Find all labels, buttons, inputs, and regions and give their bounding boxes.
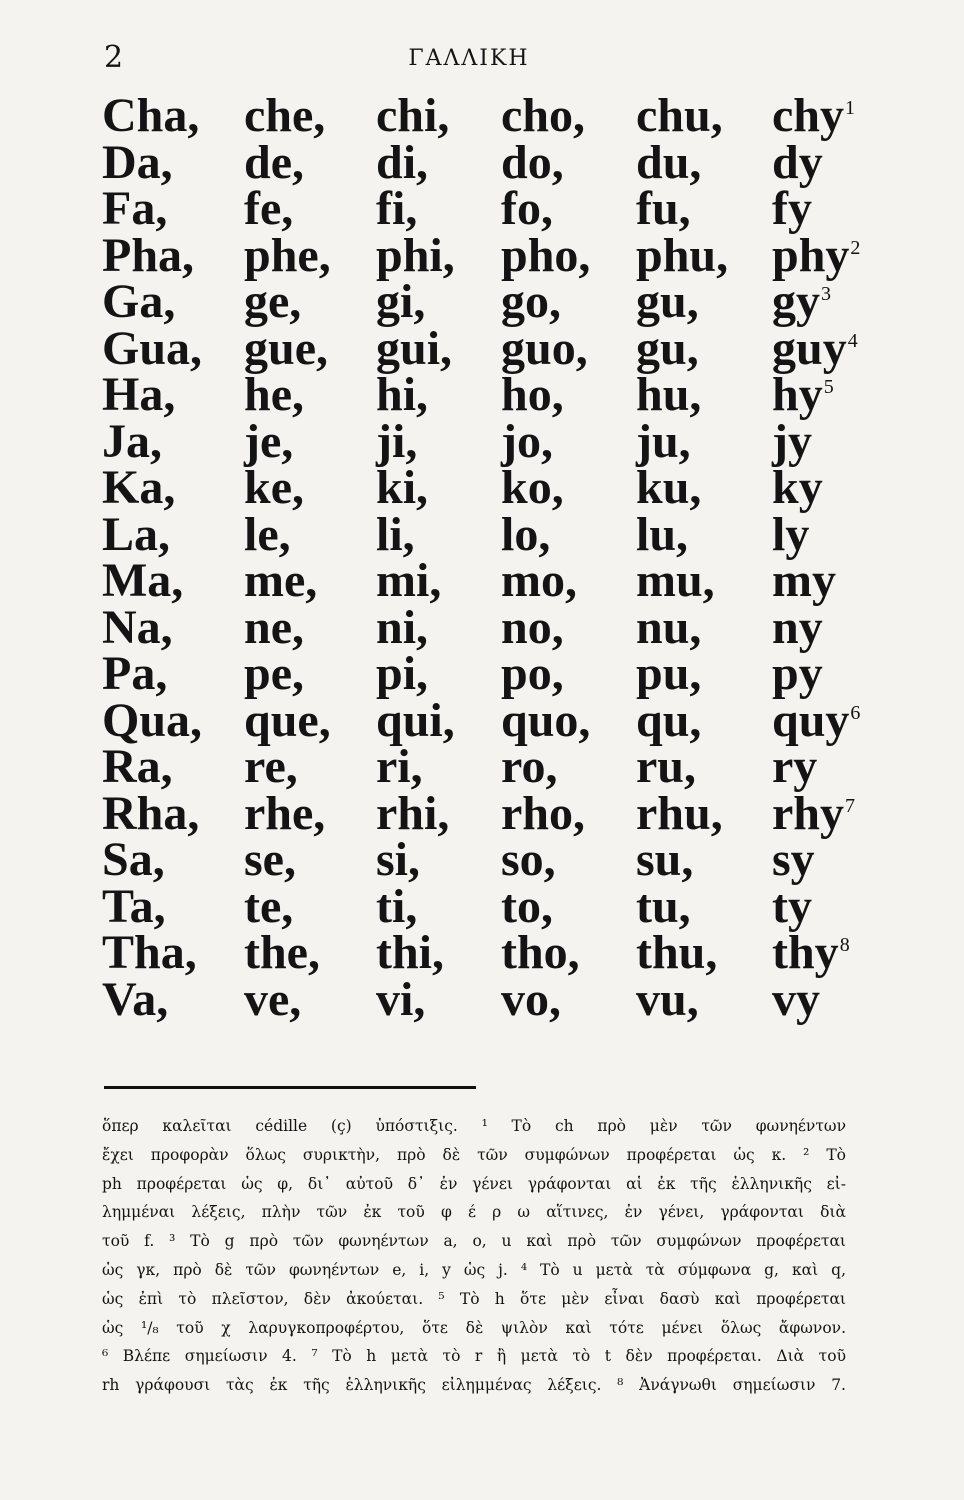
syllable-text: di, [376, 135, 429, 189]
syllable-text: chi, [376, 89, 450, 143]
syllable-text: La, [102, 507, 171, 561]
syllable-text: phe, [244, 228, 331, 282]
syllable-text: lu, [636, 507, 689, 561]
syllable-text: ke, [244, 461, 304, 515]
syllable [102, 786, 244, 840]
syllable-text: du, [636, 135, 702, 189]
footnote-marker: 7 [845, 794, 855, 817]
syllable [772, 321, 858, 375]
syllable-text: sy [772, 833, 815, 887]
syllable-text: qui, [376, 693, 455, 747]
syllable [501, 740, 636, 794]
footnote-line: τοῦ f. ³ Τὸ g πρὸ τῶν φωνηέντων a, o, u καὶ πρὸ τῶν συμφώνων προφέρεται [102, 1232, 846, 1251]
syllable [376, 507, 501, 561]
syllable [102, 600, 244, 654]
syllable-text: gue, [244, 321, 328, 375]
syllable [636, 507, 772, 561]
syllable [376, 321, 501, 375]
syllable [636, 461, 772, 515]
syllable-row [102, 275, 842, 329]
syllable-text: de, [244, 135, 304, 189]
syllable [636, 228, 772, 282]
syllable [244, 740, 376, 794]
syllable-text: si, [376, 833, 421, 887]
syllable [501, 833, 636, 887]
syllable [772, 554, 842, 608]
syllable-text: jo, [501, 414, 553, 468]
syllable-text: vy [772, 972, 820, 1026]
syllable [102, 647, 244, 701]
syllable-text: Fa, [102, 182, 168, 236]
syllable-text: Rha, [102, 786, 200, 840]
syllable [376, 228, 501, 282]
syllable-text: ru, [636, 740, 696, 794]
syllable [102, 554, 244, 608]
syllable [102, 926, 244, 980]
syllable [772, 461, 842, 515]
syllable [772, 507, 842, 561]
syllable-text: ku, [636, 461, 702, 515]
syllable [501, 461, 636, 515]
syllable-text: pho, [501, 228, 591, 282]
syllable [772, 368, 842, 422]
syllable-row [102, 554, 842, 608]
syllable-text: no, [501, 600, 564, 654]
syllable-row [102, 972, 842, 1026]
syllable [636, 368, 772, 422]
syllable-text: my [772, 554, 836, 608]
syllable-text: pe, [244, 647, 304, 701]
syllable-text: je, [244, 414, 294, 468]
syllable-table [102, 89, 861, 1026]
syllable-text: fy [772, 182, 812, 236]
syllable [376, 554, 501, 608]
syllable [501, 879, 636, 933]
syllable-row [102, 228, 861, 282]
syllable-text: te, [244, 879, 294, 933]
syllable-text: tho, [501, 926, 580, 980]
syllable [501, 228, 636, 282]
syllable [636, 600, 772, 654]
syllable-row [102, 182, 842, 236]
syllable [501, 89, 636, 143]
syllable [501, 554, 636, 608]
footnote-marker: 1 [845, 97, 855, 120]
syllable-row [102, 693, 861, 747]
syllable-text: ti, [376, 879, 418, 933]
syllable [772, 972, 842, 1026]
syllable-text: ny [772, 600, 823, 654]
syllable-text: Ga, [102, 275, 176, 329]
syllable [244, 135, 376, 189]
syllable [772, 89, 855, 143]
syllable [636, 972, 772, 1026]
footnote-marker: 5 [823, 376, 834, 399]
syllable-text: gui, [376, 321, 453, 375]
syllable-text: gy [772, 275, 820, 329]
syllable-text: Gua, [102, 321, 203, 375]
syllable-text: Da, [102, 135, 173, 189]
syllable-text: phy [772, 228, 850, 282]
syllable [636, 740, 772, 794]
syllable-text: mi, [376, 554, 442, 608]
syllable [636, 275, 772, 329]
syllable-text: chu, [636, 89, 723, 143]
syllable-text: ry [772, 740, 818, 794]
footnote-marker: 2 [850, 236, 861, 259]
syllable-text: the, [244, 926, 320, 980]
syllable-row [102, 414, 842, 468]
syllable [244, 461, 376, 515]
syllable [244, 926, 376, 980]
syllable [376, 368, 501, 422]
syllable-text: mo, [501, 554, 577, 608]
syllable [244, 647, 376, 701]
syllable [376, 182, 501, 236]
syllable-row [102, 833, 842, 887]
syllable-text: Ha, [102, 368, 176, 422]
syllable-text: guo, [501, 321, 588, 375]
syllable [376, 926, 501, 980]
footnote-line: ὡς ¹/₈ τοῦ χ λαρυγκοπροφέρτου, ὅτε δὲ ψιλὸν καὶ τότε μένει ὅλως ἄφωνον. [102, 1318, 846, 1337]
syllable [102, 972, 244, 1026]
footnote-marker: 4 [847, 329, 858, 352]
syllable-text: le, [244, 507, 291, 561]
syllable-text: so, [501, 833, 556, 887]
footnote-line: ph προφέρεται ὡς φ, δι᾽ αὐτοῦ δ᾽ ἐν γένει γράφονται αἱ ἐκ τῆς ἑλληνικῆς εἰ- [102, 1174, 846, 1193]
syllable [244, 554, 376, 608]
syllable [636, 182, 772, 236]
running-title: ΓΑΛΛΙΚΗ [408, 46, 530, 71]
syllable [244, 693, 376, 747]
syllable-text: ji, [376, 414, 418, 468]
syllable [102, 740, 244, 794]
syllable-text: fe, [244, 182, 294, 236]
syllable [376, 600, 501, 654]
syllable-text: ni, [376, 600, 429, 654]
footnote-line: λημμέναι λέξεις, πλὴν τῶν ἐκ τοῦ φ έ ρ ω αἵτινες, ἐν γένει, γράφονται διὰ [102, 1203, 846, 1222]
syllable-text: vo, [501, 972, 561, 1026]
syllable-text: hy [772, 368, 823, 422]
syllable-row [102, 600, 842, 654]
syllable-text: rhy [772, 786, 844, 840]
syllable-text: Tha, [102, 926, 197, 980]
syllable-text: se, [244, 833, 296, 887]
syllable-text: vi, [376, 972, 426, 1026]
page-number: 2 [104, 40, 124, 75]
syllable [501, 786, 636, 840]
syllable [376, 647, 501, 701]
syllable [376, 972, 501, 1026]
syllable-text: su, [636, 833, 694, 887]
syllable-text: vu, [636, 972, 699, 1026]
syllable-text: ky [772, 461, 823, 515]
syllable [636, 786, 772, 840]
syllable-row [102, 461, 842, 515]
syllable-text: thu, [636, 926, 718, 980]
syllable-text: thi, [376, 926, 445, 980]
syllable-text: Qua, [102, 693, 203, 747]
syllable-text: Pa, [102, 647, 168, 701]
syllable-text: lo, [501, 507, 551, 561]
footnote-line: ⁶ Βλέπε σημείωσιν 4. ⁷ Τὸ h μετὰ τὸ r ἢ μετὰ τὸ t δὲν προφέρεται. Διὰ τοῦ [102, 1347, 846, 1366]
footnote-line: rh γράφουσι τὰς ἐκ τῆς ἑλληνικῆς εἰλημμένας λέξεις. ⁸ Ἀνάγνωθι σημείωσιν 7. [102, 1376, 846, 1395]
syllable [102, 321, 244, 375]
syllable [244, 414, 376, 468]
syllable [772, 693, 861, 747]
syllable [501, 275, 636, 329]
syllable [636, 135, 772, 189]
syllable-text: Ja, [102, 414, 162, 468]
syllable [772, 275, 842, 329]
syllable [244, 321, 376, 375]
syllable [244, 275, 376, 329]
syllable [636, 833, 772, 887]
syllable-text: ro, [501, 740, 558, 794]
syllable-text: li, [376, 507, 415, 561]
syllable [102, 182, 244, 236]
syllable-text: Cha, [102, 89, 200, 143]
syllable-text: Na, [102, 600, 173, 654]
syllable-text: mu, [636, 554, 715, 608]
syllable [772, 135, 842, 189]
syllable [102, 461, 244, 515]
syllable [772, 414, 842, 468]
syllable [636, 693, 772, 747]
syllable [636, 414, 772, 468]
syllable [772, 786, 855, 840]
syllable [501, 321, 636, 375]
syllable [772, 879, 842, 933]
syllable-text: Ra, [102, 740, 173, 794]
syllable-text: Ma, [102, 554, 184, 608]
syllable-text: rhe, [244, 786, 326, 840]
syllable-text: rho, [501, 786, 585, 840]
syllable-text: ly [772, 507, 810, 561]
syllable-row [102, 926, 850, 980]
syllable-text: quo, [501, 693, 591, 747]
syllable [102, 135, 244, 189]
syllable-text: me, [244, 554, 318, 608]
syllable-row [102, 135, 842, 189]
syllable-row [102, 786, 855, 840]
syllable [244, 972, 376, 1026]
syllable [501, 600, 636, 654]
syllable [772, 926, 850, 980]
syllable [501, 135, 636, 189]
syllable-text: go, [501, 275, 561, 329]
footnote-line: ὡς γκ, πρὸ δὲ τῶν φωνηέντων e, i, y ὡς j. ⁴ Τὸ u μετὰ τὰ σύμφωνα g, καὶ q, [102, 1260, 846, 1279]
footnote-line: ὅπερ καλεῖται cédille (ç) ὑπόστιξις. ¹ Τὸ ch πρὸ μὲν τῶν φωνηέντων [102, 1117, 846, 1135]
syllable-text: thy [772, 926, 839, 980]
footnote-line: ἔχει προφορὰν ὅλως συρικτὴν, πρὸ δὲ τῶν συμφώνων προφέρεται ὡς κ. ² Τὸ [102, 1145, 846, 1164]
syllable [244, 786, 376, 840]
syllable [501, 368, 636, 422]
syllable [772, 228, 861, 282]
syllable-row [102, 740, 842, 794]
syllable [376, 414, 501, 468]
syllable [244, 507, 376, 561]
syllable-text: pu, [636, 647, 702, 701]
syllable-text: cho, [501, 89, 585, 143]
syllable-text: Va, [102, 972, 169, 1026]
syllable-text: ki, [376, 461, 429, 515]
syllable-text: hu, [636, 368, 702, 422]
syllable [102, 89, 244, 143]
syllable-row [102, 647, 842, 701]
syllable-text: Sa, [102, 833, 165, 887]
syllable-row [102, 89, 855, 143]
syllable [102, 275, 244, 329]
syllable-text: que, [244, 693, 331, 747]
syllable-text: fi, [376, 182, 418, 236]
syllable [636, 879, 772, 933]
syllable [102, 879, 244, 933]
syllable [244, 228, 376, 282]
syllable-text: ri, [376, 740, 423, 794]
syllable-text: ve, [244, 972, 302, 1026]
syllable [376, 461, 501, 515]
syllable [376, 275, 501, 329]
footnotes [102, 1112, 846, 1400]
syllable-text: qu, [636, 693, 702, 747]
syllable [376, 135, 501, 189]
syllable-text: ho, [501, 368, 564, 422]
syllable [501, 926, 636, 980]
syllable-text: re, [244, 740, 298, 794]
syllable-text: phi, [376, 228, 455, 282]
syllable-text: che, [244, 89, 326, 143]
syllable [102, 833, 244, 887]
syllable [636, 926, 772, 980]
syllable [772, 182, 842, 236]
syllable-text: Ta, [102, 879, 166, 933]
page-header [104, 40, 834, 80]
syllable-text: do, [501, 135, 564, 189]
syllable-text: hi, [376, 368, 429, 422]
syllable-text: phu, [636, 228, 729, 282]
syllable [501, 182, 636, 236]
syllable [636, 89, 772, 143]
syllable-row [102, 321, 858, 375]
syllable-text: fo, [501, 182, 553, 236]
syllable [501, 693, 636, 747]
syllable-text: pi, [376, 647, 429, 701]
footnote-marker: 6 [850, 701, 861, 724]
syllable [501, 647, 636, 701]
syllable [244, 833, 376, 887]
syllable-text: ju, [636, 414, 691, 468]
syllable [102, 414, 244, 468]
syllable [244, 600, 376, 654]
syllable [376, 693, 501, 747]
syllable-text: ty [772, 879, 812, 933]
syllable-text: fu, [636, 182, 691, 236]
syllable [102, 368, 244, 422]
syllable [772, 740, 842, 794]
syllable-text: jy [772, 414, 812, 468]
syllable [244, 182, 376, 236]
syllable [244, 368, 376, 422]
syllable [376, 879, 501, 933]
syllable-text: guy [772, 321, 847, 375]
syllable-text: Pha, [102, 228, 195, 282]
syllable-text: quy [772, 693, 850, 747]
syllable-text: gu, [636, 275, 699, 329]
syllable [636, 321, 772, 375]
syllable-text: rhu, [636, 786, 723, 840]
footnote-line: ὡς ἐπὶ τὸ πλεῖστον, δὲν ἀκούεται. ⁵ Τὸ h ὅτε μὲν εἶναι δασὺ καὶ προφέρεται [102, 1289, 846, 1308]
syllable-text: gu, [636, 321, 699, 375]
syllable [376, 833, 501, 887]
syllable-text: chy [772, 89, 844, 143]
syllable [244, 879, 376, 933]
syllable-text: dy [772, 135, 823, 189]
syllable-text: py [772, 647, 823, 701]
syllable [772, 833, 842, 887]
syllable [376, 786, 501, 840]
syllable-row [102, 507, 842, 561]
syllable-text: gi, [376, 275, 426, 329]
syllable [376, 740, 501, 794]
syllable [244, 89, 376, 143]
syllable [772, 647, 842, 701]
syllable [636, 647, 772, 701]
syllable-text: ge, [244, 275, 302, 329]
syllable-text: ne, [244, 600, 304, 654]
syllable-text: tu, [636, 879, 691, 933]
syllable [772, 600, 842, 654]
footnote-marker: 8 [839, 934, 850, 957]
syllable [102, 693, 244, 747]
syllable-text: Ka, [102, 461, 176, 515]
syllable [102, 228, 244, 282]
syllable-row [102, 368, 842, 422]
syllable-text: po, [501, 647, 564, 701]
syllable [102, 507, 244, 561]
syllable [501, 507, 636, 561]
syllable-text: nu, [636, 600, 702, 654]
syllable-text: to, [501, 879, 553, 933]
syllable [501, 414, 636, 468]
footnote-marker: 3 [821, 283, 831, 306]
syllable [636, 554, 772, 608]
footnote-rule [104, 1086, 476, 1089]
syllable-text: ko, [501, 461, 564, 515]
syllable [376, 89, 501, 143]
syllable [501, 972, 636, 1026]
syllable-text: he, [244, 368, 304, 422]
syllable-row [102, 879, 842, 933]
syllable-text: rhi, [376, 786, 450, 840]
